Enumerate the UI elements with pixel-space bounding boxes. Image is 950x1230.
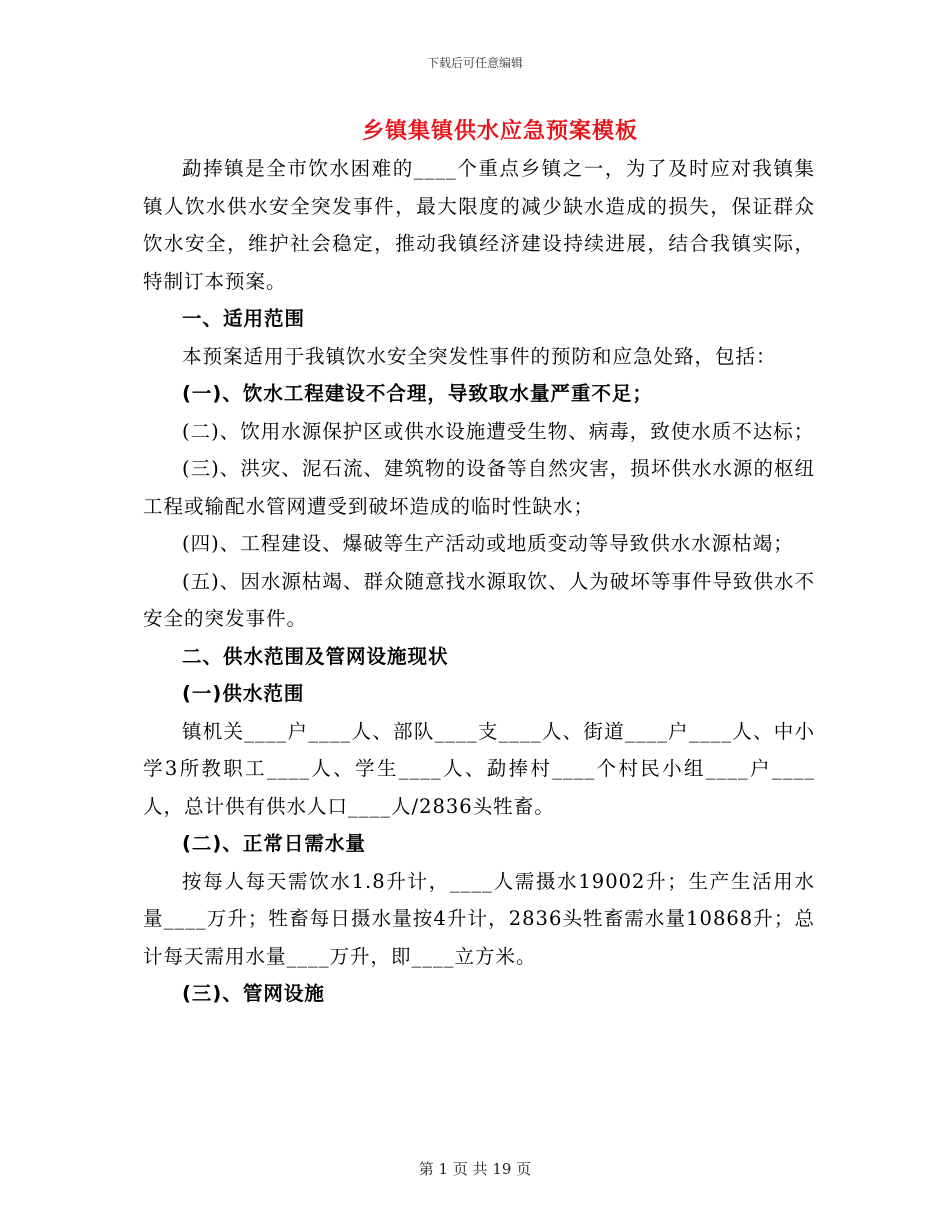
body-paragraph: 镇机关____户____人、部队____支____人、街道____户____人、中小学3所教职工____人、学生____人、勐捧村____个村民小组____户____人，总计供有供水人口____人/2836头牲畜。 xyxy=(143,719,815,818)
document-title: 乡镇集镇供水应急预案模板 xyxy=(361,118,638,144)
section-heading: 二、供水范围及管网设施现状 xyxy=(182,644,449,668)
page-footer: 第 1 页 共 19 页 xyxy=(418,1160,532,1178)
body-paragraph: 按每人每天需饮水1.8升计，____人需摄水19002升；生产生活用水量____万升；牲畜每日摄水量按4升计，2836头牲畜需水量10868升；总计每天需用水量____万升，即____立方米。 xyxy=(143,869,815,968)
body-paragraph: (四)、工程建设、爆破等生产活动或地质变动等导致供水水源枯竭； xyxy=(182,532,794,555)
section-heading: (一)、饮水工程建设不合理，导致取水量严重不足； xyxy=(182,382,653,405)
body-paragraph: 勐捧镇是全市饮水困难的____个重点乡镇之一，为了及时应对我镇集镇人饮水供水安全突发事件，最大限度的减少缺水造成的损失，保证群众饮水安全，维护社会稳定，推动我镇经济建设持续进展，结合我镇实际，特制订本预案。 xyxy=(143,157,815,293)
body-paragraph: 本预案适用于我镇饮水安全突发性事件的预防和应急处臵，包括： xyxy=(182,344,777,368)
document-body xyxy=(143,150,815,1013)
body-paragraph: (三)、洪灾、泥石流、建筑物的设备等自然灾害，损坏供水水源的枢纽工程或输配水管网遭受到破坏造成的临时性缺水； xyxy=(143,457,815,518)
header-note: 下载后可任意编辑 xyxy=(426,56,523,70)
section-heading: 一、适用范围 xyxy=(182,307,306,330)
section-heading: (三)、管网设施 xyxy=(182,982,325,1005)
section-heading: (二)、正常日需水量 xyxy=(182,832,366,855)
body-paragraph: (二)、饮用水源保护区或供水设施遭受生物、病毒，致使水质不达标； xyxy=(182,419,815,443)
section-heading: (一)供水范围 xyxy=(182,682,305,705)
body-paragraph: (五)、因水源枯竭、群众随意找水源取饮、人为破坏等事件导致供水不安全的突发事件。 xyxy=(143,569,815,630)
